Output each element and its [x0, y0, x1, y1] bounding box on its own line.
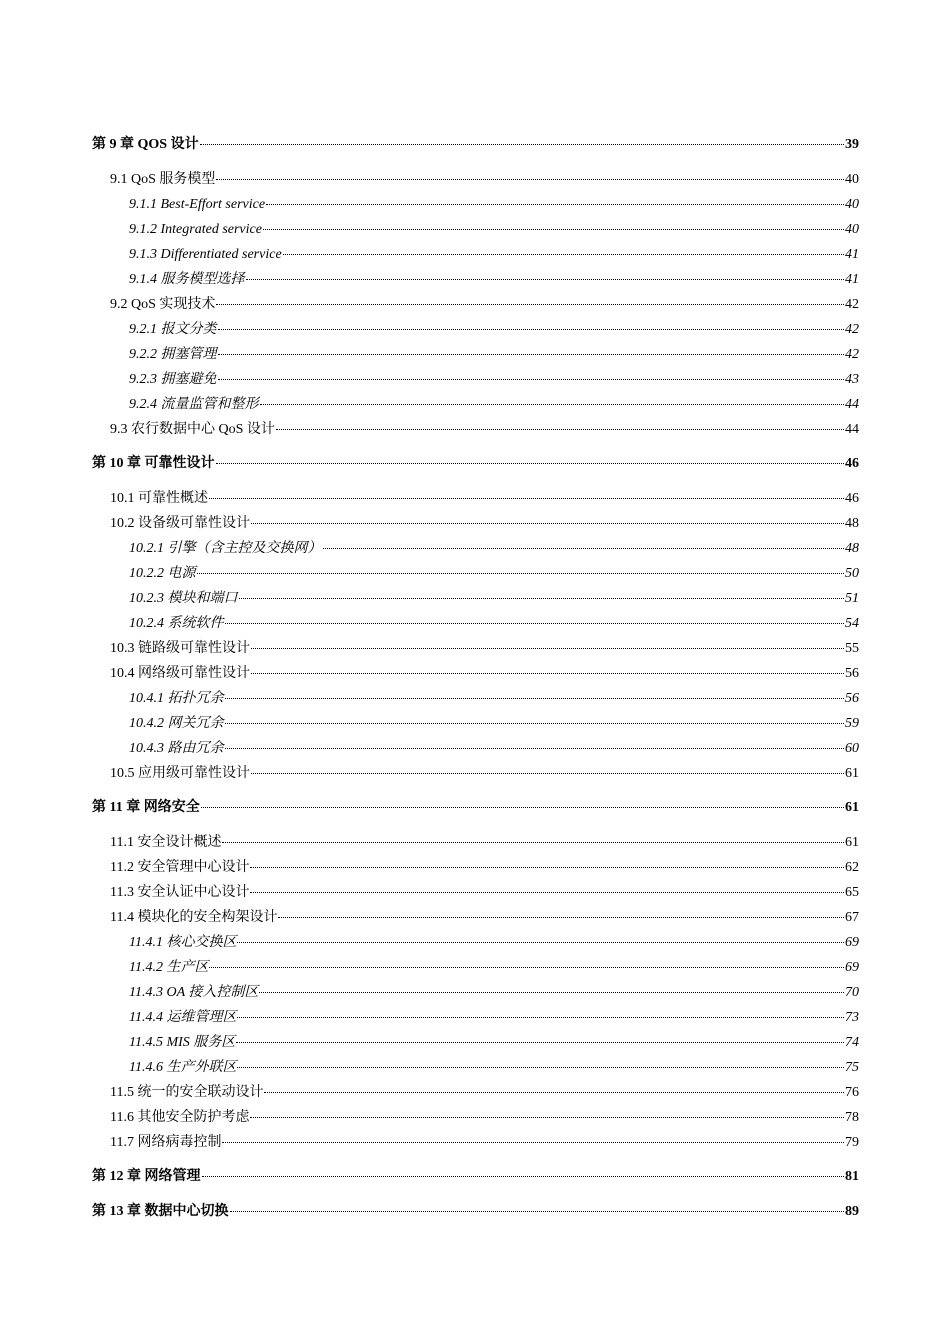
- dot-leader: [216, 178, 844, 180]
- dot-leader: [239, 597, 845, 599]
- toc-page-number: 73: [845, 1009, 859, 1025]
- toc-page-number: 48: [845, 540, 859, 556]
- toc-page-number: 43: [845, 371, 859, 387]
- dot-leader: [283, 253, 844, 255]
- dot-leader: [225, 622, 845, 624]
- toc-page-number: 42: [845, 296, 859, 312]
- toc-page-number: 40: [845, 171, 859, 187]
- toc-subsection-entry[interactable]: [92, 317, 859, 342]
- toc-page-number: 51: [845, 590, 859, 606]
- dot-leader: [230, 1210, 845, 1212]
- toc-subsection-entry[interactable]: [92, 736, 859, 761]
- toc-subsection-entry[interactable]: [92, 267, 859, 292]
- toc-entry-title: 9.2 QoS 实现技术: [110, 296, 216, 312]
- toc-entry-title: 第 13 章 数据中心切换: [92, 1203, 229, 1219]
- toc-page-number: 56: [845, 690, 859, 706]
- toc-page-number: 56: [845, 665, 859, 681]
- toc-entry-title: 11.4.5 MIS 服务区: [129, 1034, 236, 1050]
- toc-subsection-entry[interactable]: [92, 1055, 859, 1080]
- toc-entry-title: 10.2.1 引擎（含主控及交换网）: [129, 540, 322, 556]
- dot-leader: [218, 378, 845, 380]
- dot-leader: [218, 328, 845, 330]
- toc-entry-title: 10.4.3 路由冗余: [129, 740, 224, 756]
- dot-leader: [225, 697, 845, 699]
- toc-page-number: 46: [845, 456, 859, 471]
- toc-subsection-entry[interactable]: [92, 242, 859, 267]
- toc-page-number: 41: [845, 271, 859, 287]
- toc-subsection-entry[interactable]: [92, 392, 859, 417]
- toc-entry-title: 第 10 章 可靠性设计: [92, 456, 215, 471]
- toc-page-number: 54: [845, 615, 859, 631]
- toc-entry-title: 10.2 设备级可靠性设计: [110, 515, 250, 531]
- toc-subsection-entry[interactable]: [92, 586, 859, 611]
- toc-section-entry[interactable]: [92, 661, 859, 686]
- toc-subsection-entry[interactable]: [92, 367, 859, 392]
- toc-page-number: 69: [845, 959, 859, 975]
- toc-entry-title: 第 11 章 网络安全: [92, 800, 200, 815]
- toc-page-number: 70: [845, 984, 859, 1000]
- toc-page-number: 61: [845, 765, 859, 781]
- toc-entry-title: 10.2.2 电源: [129, 565, 196, 581]
- dot-leader: [266, 203, 844, 205]
- toc-page-number: 78: [845, 1109, 859, 1125]
- toc-section-entry[interactable]: [92, 636, 859, 661]
- dot-leader: [260, 403, 845, 405]
- dot-leader: [251, 772, 844, 774]
- dot-leader: [250, 891, 844, 893]
- toc-section-entry[interactable]: [92, 486, 859, 511]
- toc-subsection-entry[interactable]: [92, 1005, 859, 1030]
- toc-page-number: 62: [845, 859, 859, 875]
- toc-section-entry[interactable]: [92, 855, 859, 880]
- toc-entry-title: 11.6 其他安全防护考虑: [110, 1109, 250, 1125]
- toc-page-number: 59: [845, 715, 859, 731]
- dot-leader: [225, 747, 845, 749]
- toc-subsection-entry[interactable]: [92, 686, 859, 711]
- toc-page-number: 61: [845, 800, 859, 815]
- dot-leader: [250, 866, 844, 868]
- toc-subsection-entry[interactable]: [92, 342, 859, 367]
- toc-entry-title: 11.4.4 运维管理区: [129, 1009, 237, 1025]
- toc-entry-title: 11.4 模块化的安全构架设计: [110, 909, 278, 925]
- toc-page-number: 46: [845, 490, 859, 506]
- toc-chapter-entry[interactable]: [92, 1164, 859, 1189]
- toc-subsection-entry[interactable]: [92, 955, 859, 980]
- dot-leader: [251, 672, 844, 674]
- toc-section-entry[interactable]: [92, 880, 859, 905]
- toc-page-number: 40: [845, 221, 859, 237]
- toc-entry-title: 10.5 应用级可靠性设计: [110, 765, 250, 781]
- toc-subsection-entry[interactable]: [92, 611, 859, 636]
- dot-leader: [222, 1141, 844, 1143]
- toc-page-number: 55: [845, 640, 859, 656]
- dot-leader: [259, 991, 844, 993]
- table-of-contents: [92, 132, 859, 1233]
- toc-section-entry[interactable]: [92, 1105, 859, 1130]
- toc-entry-title: 10.4.2 网关冗余: [129, 715, 224, 731]
- toc-subsection-entry[interactable]: [92, 192, 859, 217]
- toc-entry-title: 10.3 链路级可靠性设计: [110, 640, 250, 656]
- dot-leader: [209, 966, 844, 968]
- toc-section-entry[interactable]: [92, 292, 859, 317]
- toc-entry-title: 11.5 统一的安全联动设计: [110, 1084, 264, 1100]
- toc-entry-title: 11.7 网络病毒控制: [110, 1134, 222, 1150]
- toc-page-number: 42: [845, 346, 859, 362]
- toc-section-entry[interactable]: [92, 830, 859, 855]
- dot-leader: [202, 1175, 845, 1177]
- toc-subsection-entry[interactable]: [92, 711, 859, 736]
- dot-leader: [237, 941, 844, 943]
- toc-entry-title: 11.4.1 核心交换区: [129, 934, 237, 950]
- toc-section-entry[interactable]: [92, 417, 859, 442]
- toc-subsection-entry[interactable]: [92, 1030, 859, 1055]
- toc-page-number: 44: [845, 421, 859, 437]
- toc-page-number: 76: [845, 1084, 859, 1100]
- toc-entry-title: 9.3 农行数据中心 QoS 设计: [110, 421, 275, 437]
- dot-leader: [197, 572, 845, 574]
- toc-entry-title: 第 12 章 网络管理: [92, 1169, 201, 1184]
- dot-leader: [236, 1041, 844, 1043]
- toc-page-number: 67: [845, 909, 859, 925]
- toc-page-number: 41: [845, 246, 859, 262]
- toc-entry-title: 10.4.1 拓扑冗余: [129, 690, 224, 706]
- toc-entry-title: 第 9 章 QOS 设计: [92, 137, 199, 152]
- toc-page-number: 69: [845, 934, 859, 950]
- toc-entry-title: 9.1.4 服务模型选择: [129, 271, 245, 287]
- dot-leader: [246, 278, 845, 280]
- toc-chapter-entry[interactable]: [92, 451, 859, 476]
- toc-page-number: 39: [845, 137, 859, 152]
- toc-entry-title: 9.2.4 流量监管和整形: [129, 396, 259, 412]
- toc-entry-title: 10.4 网络级可靠性设计: [110, 665, 250, 681]
- toc-entry-title: 9.1.2 Integrated service: [129, 221, 262, 237]
- dot-leader: [237, 1066, 844, 1068]
- toc-entry-title: 10.1 可靠性概述: [110, 490, 208, 506]
- toc-page-number: 75: [845, 1059, 859, 1075]
- toc-page-number: 81: [845, 1169, 859, 1184]
- toc-entry-title: 9.2.3 拥塞避免: [129, 371, 217, 387]
- dot-leader: [251, 522, 844, 524]
- toc-page-number: 65: [845, 884, 859, 900]
- toc-page-number: 40: [845, 196, 859, 212]
- dot-leader: [225, 722, 845, 724]
- toc-section-entry[interactable]: [92, 905, 859, 930]
- dot-leader: [216, 303, 844, 305]
- dot-leader: [201, 806, 844, 808]
- toc-page-number: 42: [845, 321, 859, 337]
- toc-page-number: 74: [845, 1034, 859, 1050]
- dot-leader: [250, 1116, 844, 1118]
- toc-entry-title: 11.4.6 生产外联区: [129, 1059, 237, 1075]
- toc-page-number: 50: [845, 565, 859, 581]
- toc-entry-title: 11.4.3 OA 接入控制区: [129, 984, 259, 1000]
- dot-leader: [222, 841, 844, 843]
- toc-page-number: 89: [845, 1203, 859, 1219]
- dot-leader: [263, 228, 844, 230]
- toc-entry-title: 11.4.2 生产区: [129, 959, 209, 975]
- toc-subsection-entry[interactable]: [92, 980, 859, 1005]
- toc-entry-title: 9.1.3 Differentiated service: [129, 246, 282, 262]
- toc-chapter-entry[interactable]: [92, 132, 859, 157]
- dot-leader: [218, 353, 845, 355]
- toc-section-entry[interactable]: [92, 511, 859, 536]
- toc-page-number: 44: [845, 396, 859, 412]
- toc-subsection-entry[interactable]: [92, 536, 859, 561]
- toc-subsection-entry[interactable]: [92, 217, 859, 242]
- toc-chapter-entry[interactable]: [92, 795, 859, 820]
- dot-leader: [323, 547, 845, 549]
- toc-page-number: 60: [845, 740, 859, 756]
- dot-leader: [209, 497, 844, 499]
- toc-entry-title: 9.1.1 Best-Effort service: [129, 196, 266, 212]
- dot-leader: [251, 647, 844, 649]
- toc-page-number: 79: [845, 1134, 859, 1150]
- toc-section-entry[interactable]: [92, 1130, 859, 1155]
- dot-leader: [200, 143, 844, 145]
- dot-leader: [278, 916, 844, 918]
- toc-entry-title: 10.2.3 模块和端口: [129, 590, 238, 606]
- toc-page-number: 48: [845, 515, 859, 531]
- toc-entry-title: 11.1 安全设计概述: [110, 834, 222, 850]
- toc-entry-title: 9.2.2 拥塞管理: [129, 346, 217, 362]
- dot-leader: [276, 428, 844, 430]
- toc-section-entry[interactable]: [92, 167, 859, 192]
- dot-leader: [264, 1091, 844, 1093]
- toc-entry-title: 9.2.1 报文分类: [129, 321, 217, 337]
- toc-section-entry[interactable]: [92, 1080, 859, 1105]
- toc-chapter-entry[interactable]: [92, 1199, 859, 1224]
- toc-subsection-entry[interactable]: [92, 930, 859, 955]
- toc-section-entry[interactable]: [92, 761, 859, 786]
- toc-entry-title: 11.3 安全认证中心设计: [110, 884, 250, 900]
- toc-entry-title: 10.2.4 系统软件: [129, 615, 224, 631]
- toc-entry-title: 11.2 安全管理中心设计: [110, 859, 250, 875]
- toc-page-number: 61: [845, 834, 859, 850]
- toc-subsection-entry[interactable]: [92, 561, 859, 586]
- toc-entry-title: 9.1 QoS 服务模型: [110, 171, 216, 187]
- dot-leader: [216, 462, 845, 464]
- dot-leader: [237, 1016, 844, 1018]
